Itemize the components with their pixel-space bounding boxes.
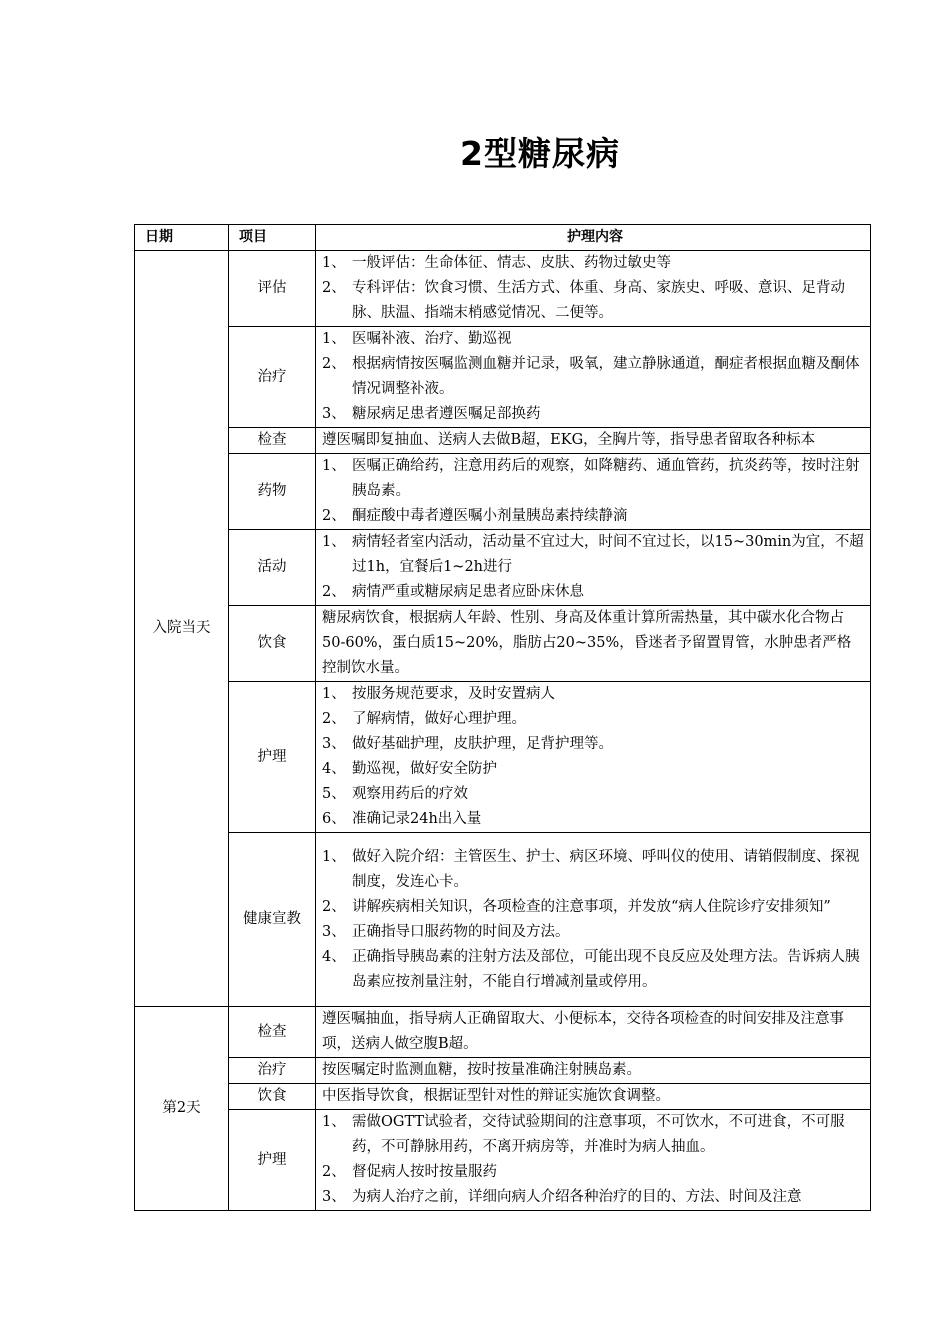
list-item	[322, 682, 864, 707]
header-item: 项目	[229, 225, 316, 251]
content-cell	[316, 251, 871, 327]
list-item-text: 需做OGTT试验者，交待试验期间的注意事项，不可饮水，不可进食，不可服药，不可静脉用药，不离开病房等，并准时为病人抽血。	[352, 1114, 845, 1155]
list-item-number: 2、	[322, 356, 346, 372]
list-item-number: 5、	[322, 786, 346, 802]
list-item-text: 病情轻者室内活动，活动量不宜过大，时间不宜过长，以15~30min为宜，不超过1h，宜餐后1~2h进行	[352, 534, 864, 575]
item-cell: 护理	[229, 682, 316, 833]
item-cell: 检查	[229, 428, 316, 454]
item-cell: 药物	[229, 454, 316, 530]
list-item-text: 一般评估：生命体征、情志、皮肤、药物过敏史等	[352, 255, 671, 271]
item-cell: 护理	[229, 1110, 316, 1211]
list-item	[322, 920, 864, 945]
table-header-row	[135, 225, 871, 251]
list-item-text: 做好基础护理，皮肤护理，足背护理等。	[352, 736, 613, 752]
content-cell: 中医指导饮食，根据证型针对性的辩证实施饮食调整。	[316, 1084, 871, 1110]
list-item-text: 为病人治疗之前，详细向病人介绍各种治疗的目的、方法、时间及注意	[352, 1189, 802, 1205]
table-row	[135, 1058, 871, 1084]
item-cell: 饮食	[229, 606, 316, 682]
list-item-text: 糖尿病足患者遵医嘱足部换药	[352, 406, 541, 422]
content-cell	[316, 833, 871, 1007]
list-item	[322, 845, 864, 895]
list-item-number: 1、	[322, 686, 346, 702]
list-item-number: 6、	[322, 811, 346, 827]
header-content: 护理内容	[316, 225, 871, 251]
list-item-text: 准确记录24h出入量	[352, 811, 482, 827]
table-row	[135, 1007, 871, 1058]
content-cell: 按医嘱定时监测血糖，按时按量准确注射胰岛素。	[316, 1058, 871, 1084]
item-cell: 评估	[229, 251, 316, 327]
list-item-text: 正确指导口服药物的时间及方法。	[352, 923, 570, 940]
list-item	[322, 276, 864, 326]
list-item-text: 观察用药后的疗效	[352, 786, 468, 802]
list-item-text: 病情严重或糖尿病足患者应卧床休息	[352, 584, 584, 600]
content-cell	[316, 530, 871, 606]
list-item	[322, 1160, 864, 1185]
list-item-number: 4、	[322, 948, 346, 965]
list-item-number: 2、	[322, 1164, 346, 1180]
list-item	[322, 352, 864, 402]
item-cell: 活动	[229, 530, 316, 606]
table-row	[135, 1084, 871, 1110]
list-item-number: 2、	[322, 584, 346, 600]
list-item-number: 1、	[322, 848, 346, 865]
list-item-number: 2、	[322, 711, 346, 727]
list-item-number: 1、	[322, 534, 346, 550]
list-item-number: 3、	[322, 406, 346, 422]
list-item-number: 1、	[322, 255, 346, 271]
list-item-text: 正确指导胰岛素的注射方法及部位，可能出现不良反应及处理方法。告诉病人胰岛素应按剂量注射，不能自行增减剂量或停用。	[352, 948, 860, 990]
content-cell: 遵医嘱抽血，指导病人正确留取大、小便标本，交待各项检查的时间安排及注意事项，送病人做空腹B超。	[316, 1007, 871, 1058]
date-cell: 入院当天	[135, 251, 229, 1007]
list-item-text: 了解病情，做好心理护理。	[352, 711, 526, 727]
list-item-number: 2、	[322, 280, 346, 296]
nursing-plan-table	[134, 224, 871, 1211]
item-cell: 治疗	[229, 327, 316, 428]
table-row	[135, 530, 871, 606]
list-item-number: 1、	[322, 1114, 346, 1130]
list-item-number: 3、	[322, 736, 346, 752]
table-row	[135, 682, 871, 833]
content-cell: 糖尿病饮食，根据病人年龄、性别、身高及体重计算所需热量，其中碳水化合物占50-60%，蛋白质15~20%，脂肪占20~35%，昏迷者予留置胃管，水肿患者严格控制饮水量。	[316, 606, 871, 682]
table-row	[135, 454, 871, 530]
list-item	[322, 895, 864, 920]
list-item-text: 专科评估：饮食习惯、生活方式、体重、身高、家族史、呼吸、意识、足背动脉、肤温、指端末梢感觉情况、二便等。	[352, 280, 845, 321]
list-item-number: 3、	[322, 1189, 346, 1205]
list-item-number: 1、	[322, 458, 346, 474]
item-cell: 检查	[229, 1007, 316, 1058]
item-cell: 饮食	[229, 1084, 316, 1110]
content-cell	[316, 682, 871, 833]
item-cell: 健康宣教	[229, 833, 316, 1007]
table-row	[135, 833, 871, 1007]
list-item-text: 按服务规范要求，及时安置病人	[352, 686, 555, 702]
table-row	[135, 1110, 871, 1211]
table-body	[135, 251, 871, 1211]
item-cell: 治疗	[229, 1058, 316, 1084]
list-item	[322, 807, 864, 832]
list-item	[322, 945, 864, 995]
list-item-text: 酮症酸中毒者遵医嘱小剂量胰岛素持续静滴	[352, 508, 628, 524]
list-item-number: 2、	[322, 508, 346, 524]
list-item-number: 2、	[322, 898, 346, 915]
list-item-text: 讲解疾病相关知识，各项检查的注意事项，并发放“病人住院诊疗安排须知”	[352, 898, 831, 915]
list-item	[322, 530, 864, 580]
table-row	[135, 428, 871, 454]
date-cell: 第2天	[135, 1007, 229, 1211]
list-item	[322, 782, 864, 807]
list-item-text: 督促病人按时按量服药	[352, 1164, 497, 1180]
header-date: 日期	[135, 225, 229, 251]
content-cell	[316, 327, 871, 428]
list-item	[322, 1185, 864, 1210]
list-item	[322, 454, 864, 504]
table-row	[135, 327, 871, 428]
list-item	[322, 757, 864, 782]
list-item-text: 做好入院介绍：主管医生、护士、病区环境、呼叫仪的使用、请销假制度、探视制度，发连心卡。	[352, 848, 860, 890]
list-item-text: 医嘱正确给药，注意用药后的观察，如降糖药、通血管药，抗炎药等，按时注射胰岛素。	[352, 458, 860, 499]
table-row	[135, 251, 871, 327]
list-item	[322, 327, 864, 352]
list-item	[322, 1110, 864, 1160]
list-item-number: 3、	[322, 923, 346, 940]
list-item	[322, 402, 864, 427]
list-item-text: 医嘱补液、治疗、勤巡视	[352, 331, 512, 347]
list-item	[322, 732, 864, 757]
table-row	[135, 606, 871, 682]
list-item-number: 1、	[322, 331, 346, 347]
list-item	[322, 707, 864, 732]
content-cell	[316, 454, 871, 530]
list-item	[322, 504, 864, 529]
list-item	[322, 580, 864, 605]
content-cell: 遵医嘱即复抽血、送病人去做B超，EKG，全胸片等，指导患者留取各种标本	[316, 428, 871, 454]
content-cell	[316, 1110, 871, 1211]
list-item-text: 根据病情按医嘱监测血糖并记录，吸氧，建立静脉通道，酮症者根据血糖及酮体情况调整补液。	[352, 356, 860, 397]
page-title: 2型糖尿病	[460, 134, 620, 173]
list-item-number: 4、	[322, 761, 346, 777]
list-item	[322, 251, 864, 276]
list-item-text: 勤巡视，做好安全防护	[352, 761, 497, 777]
